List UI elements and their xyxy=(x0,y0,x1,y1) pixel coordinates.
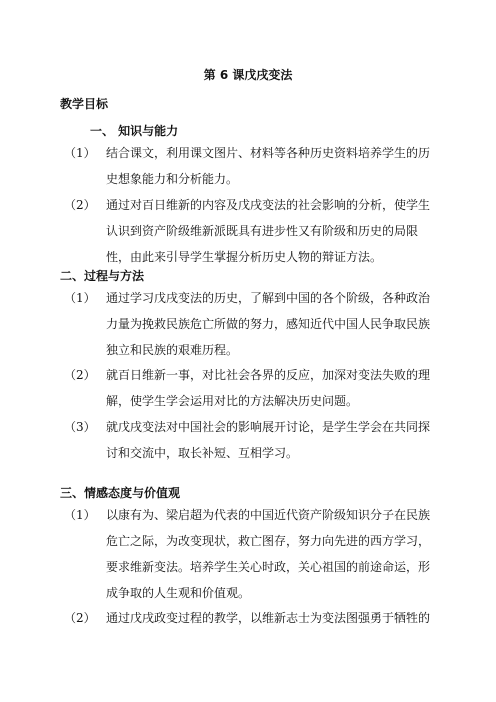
item-line: 结合课文，利用课文图片、材料等各种历史资料培养学生的历 xyxy=(106,146,431,160)
list-item xyxy=(64,285,440,363)
list-item xyxy=(64,414,440,466)
objectives-heading: 教学目标 xyxy=(60,97,109,111)
item-line: 解，使学生学会运用对比的方法解决历史问题。 xyxy=(106,394,359,408)
item-line: 性，由此来引导学生掌握分析历史人物的辩证方法。 xyxy=(106,250,383,264)
item-line: 通过戊戌政变过程的教学，以维新志士为变法图强勇于牺牲的 xyxy=(106,611,431,625)
item-line: 通过对百日维新的内容及戊戌变法的社会影响的分析，使学生 xyxy=(106,198,431,212)
list-item xyxy=(64,502,440,606)
item-number: （1） xyxy=(64,146,96,160)
list-item xyxy=(64,192,440,270)
section-heading-process: 二、过程与方法 xyxy=(60,269,145,283)
item-line: 以康有为、梁启超为代表的中国近代资产阶级知识分子在民族 xyxy=(106,508,431,522)
item-line: 就百日维新一事，对比社会各界的反应，加深对变法失败的理 xyxy=(106,368,431,382)
page-title: 第 6 课戊戌变法 xyxy=(203,68,293,82)
item-line: 危亡之际，为改变现状，救亡图存，努力向先进的西方学习， xyxy=(106,534,431,548)
item-number: （3） xyxy=(64,420,96,434)
item-line: 史想象能力和分析能力。 xyxy=(106,172,239,186)
list-item xyxy=(64,605,440,631)
item-line: 要求维新变法。培养学生关心时政，关心祖国的前途命运，形 xyxy=(106,560,431,574)
section-heading-values: 三、情感态度与价值观 xyxy=(60,486,181,500)
section-heading-knowledge: 一、 知识与能力 xyxy=(90,124,179,138)
item-number: （1） xyxy=(64,508,96,522)
item-number: （2） xyxy=(64,198,96,212)
item-number: （1） xyxy=(64,291,96,305)
item-line: 讨和交流中，取长补短、互相学习。 xyxy=(106,446,299,460)
list-item xyxy=(64,140,440,192)
item-line: 力量为挽救民族危亡所做的努力，感知近代中国人民争取民族 xyxy=(106,317,431,331)
item-line: 成争取的人生观和价值观。 xyxy=(106,586,251,600)
item-number: （2） xyxy=(64,611,96,625)
item-line: 认识到资产阶级维新派既具有进步性又有阶级和历史的局限 xyxy=(106,224,419,238)
item-line: 就戊戌变法对中国社会的影响展开讨论，是学生学会在共同探 xyxy=(106,420,431,434)
list-item xyxy=(64,362,440,414)
item-line: 独立和民族的艰难历程。 xyxy=(106,343,239,357)
item-line: 通过学习戊戌变法的历史，了解到中国的各个阶级，各种政治 xyxy=(106,291,431,305)
item-number: （2） xyxy=(64,368,96,382)
